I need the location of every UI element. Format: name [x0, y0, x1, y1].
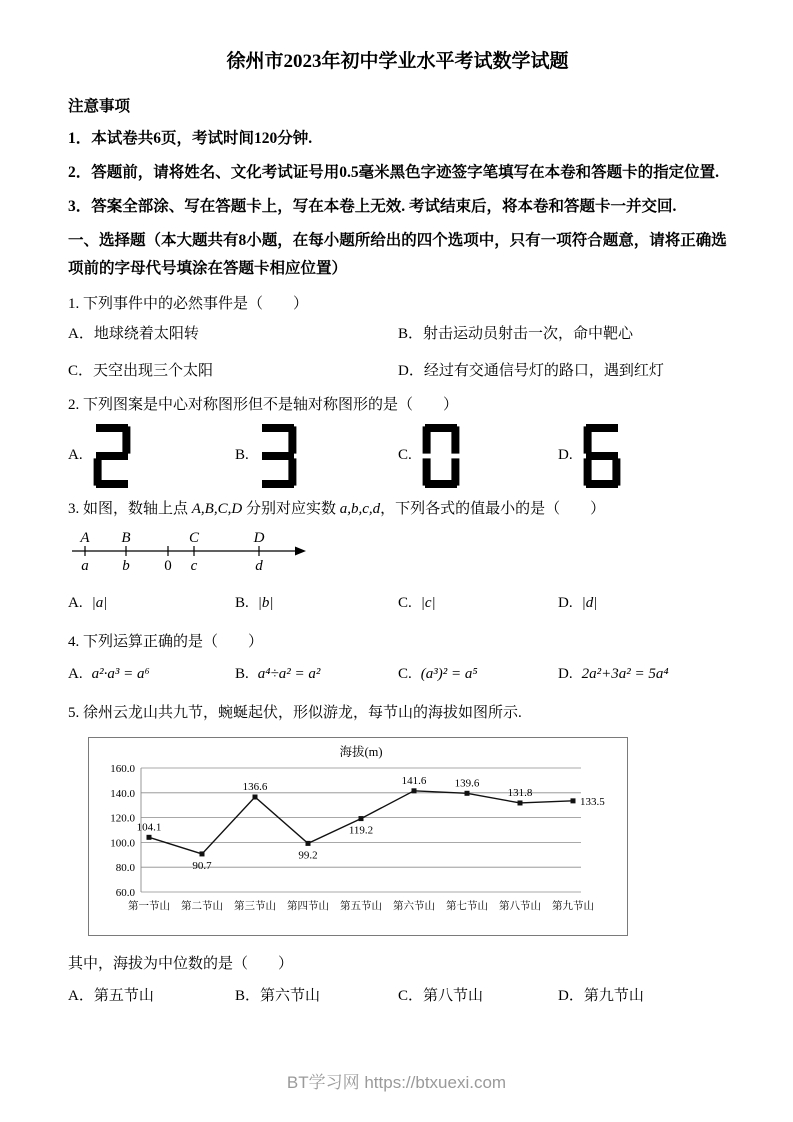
section-1-heading: 一、选择题（本大题共有8小题，在每小题所给出的四个选项中，只有一项符合题意，请将正确选项前的字母代号填涂在答题卡相应位置） — [68, 232, 727, 277]
q1-option-a: A．地球绕着太阳转 — [68, 326, 199, 343]
svg-text:60.0: 60.0 — [115, 886, 135, 899]
svg-text:第五节山: 第五节山 — [340, 900, 382, 912]
q5-followup: 其中，海拔为中位数的是（ ） — [68, 956, 294, 973]
notice-item-3: 3．答案全部涂、写在答题卡上，写在本卷上无效. 考试结束后，将本卷和答题卡一并交回. — [68, 197, 677, 215]
q4-stem: 4. 下列运算正确的是（ ） — [68, 634, 264, 651]
svg-text:b: b — [122, 558, 130, 575]
q5-option-b: B．第六节山 — [235, 987, 321, 1004]
q3-stem-vars-upper: A,B,C,D — [191, 500, 243, 517]
svg-text:B: B — [121, 530, 131, 547]
q5-options — [68, 984, 727, 1010]
notice-item-2: 2．答题前，请将姓名、文化考试证号用0.5毫米黑色字迹签字笔填写在本卷和答题卡的指定位置. — [68, 163, 720, 181]
seven-segment-digit-3 — [259, 424, 297, 488]
svg-text:139.6: 139.6 — [454, 777, 480, 790]
svg-text:141.6: 141.6 — [401, 774, 427, 787]
svg-text:A: A — [80, 530, 90, 547]
svg-text:海拔(m): 海拔(m) — [339, 744, 383, 759]
q5-option-d: D．第九节山 — [558, 987, 644, 1004]
svg-text:104.1: 104.1 — [136, 821, 162, 834]
q5-stem: 5. 徐州云龙山共九节，蜿蜒起伏，形似游龙，每节山的海拔如图所示. — [68, 705, 522, 722]
option-label: A. — [68, 447, 83, 464]
svg-text:136.6: 136.6 — [242, 780, 268, 793]
seven-segment-digit-2 — [93, 424, 131, 488]
footer-watermark — [0, 1069, 793, 1098]
q3-stem-text-3: ，下列各式的值最小的是（ ） — [380, 500, 606, 517]
page-title: 徐州市2023年初中学业水平考试数学试题 — [226, 51, 569, 72]
svg-text:120.0: 120.0 — [110, 812, 135, 825]
q3-stem-text-2: 分别对应实数 — [242, 500, 340, 517]
q1-stem: 1. 下列事件中的必然事件是（ ） — [68, 295, 309, 312]
svg-text:c: c — [190, 558, 198, 575]
svg-text:a: a — [81, 558, 89, 575]
q3-option-a: A. |a| — [68, 594, 108, 611]
number-line-figure — [70, 527, 727, 585]
svg-text:80.0: 80.0 — [115, 861, 135, 874]
svg-text:第一节山: 第一节山 — [128, 900, 170, 912]
q4-option-d: D. 2a²+3a² = 5a⁴ — [558, 665, 669, 682]
q1-option-d: D．经过有交通信号灯的路口，遇到红灯 — [398, 362, 664, 379]
svg-text:0: 0 — [164, 558, 172, 575]
elevation-chart — [88, 737, 628, 937]
svg-text:D: D — [253, 530, 265, 547]
svg-text:第六节山: 第六节山 — [393, 900, 435, 912]
q2-option-b — [235, 424, 398, 488]
q2-option-d — [558, 424, 727, 488]
q3-option-d: D. |d| — [558, 594, 598, 611]
svg-text:140.0: 140.0 — [110, 787, 135, 800]
svg-text:第三节山: 第三节山 — [234, 900, 276, 912]
q4-option-c: C. (a³)² = a⁵ — [398, 665, 478, 682]
svg-text:133.5: 133.5 — [580, 795, 605, 808]
svg-text:119.2: 119.2 — [348, 824, 374, 837]
q2-option-a — [68, 424, 235, 488]
q3-stem-vars-lower: a,b,c,d — [339, 500, 381, 517]
svg-text:第四节山: 第四节山 — [287, 900, 329, 912]
q3-option-c: C. |c| — [398, 594, 436, 611]
option-label: D. — [558, 447, 573, 464]
q5-option-c: C．第八节山 — [398, 987, 484, 1004]
option-label: C. — [398, 447, 412, 464]
q2-option-c — [398, 424, 558, 488]
seven-segment-digit-6 — [583, 424, 621, 488]
elevation-line-chart-svg — [89, 738, 627, 926]
number-line-svg — [70, 527, 310, 575]
svg-text:100.0: 100.0 — [110, 837, 135, 850]
svg-text:第八节山: 第八节山 — [499, 900, 541, 912]
notice-heading: 注意事项 — [68, 98, 131, 116]
q4-option-b: B. a⁴÷a² = a² — [235, 665, 321, 682]
q3-stem — [68, 497, 727, 523]
svg-text:90.7: 90.7 — [192, 859, 212, 872]
q3-stem-text-1: 3. 如图，数轴上点 — [68, 500, 192, 517]
q4-option-a: A. a²·a³ = a⁶ — [68, 665, 150, 682]
q1-option-b: B．射击运动员射击一次，命中靶心 — [398, 326, 634, 343]
q3-options — [68, 591, 727, 617]
q5-option-a: A．第五节山 — [68, 987, 154, 1004]
q2-options — [68, 424, 727, 488]
q2-stem: 2. 下列图案是中心对称图形但不是轴对称图形的是（ ） — [68, 397, 459, 414]
notice-item-1: 1．本试卷共6页，考试时间120分钟. — [68, 129, 313, 147]
svg-text:第二节山: 第二节山 — [181, 900, 223, 912]
q1-option-c: C．天空出现三个太阳 — [68, 362, 214, 379]
option-label: B. — [235, 447, 249, 464]
svg-text:C: C — [188, 530, 200, 547]
svg-text:d: d — [255, 558, 263, 575]
svg-text:第七节山: 第七节山 — [446, 900, 488, 912]
q3-option-b: B. |b| — [235, 594, 274, 611]
svg-text:131.8: 131.8 — [507, 786, 533, 799]
svg-text:第九节山: 第九节山 — [552, 900, 594, 912]
q1-options — [68, 322, 727, 384]
footer-link[interactable]: BT学习网 https://btxuexi.com — [286, 1073, 507, 1093]
svg-text:99.2: 99.2 — [298, 849, 318, 862]
svg-text:160.0: 160.0 — [110, 762, 135, 775]
seven-segment-digit-0 — [422, 424, 460, 488]
q4-options — [68, 662, 727, 688]
